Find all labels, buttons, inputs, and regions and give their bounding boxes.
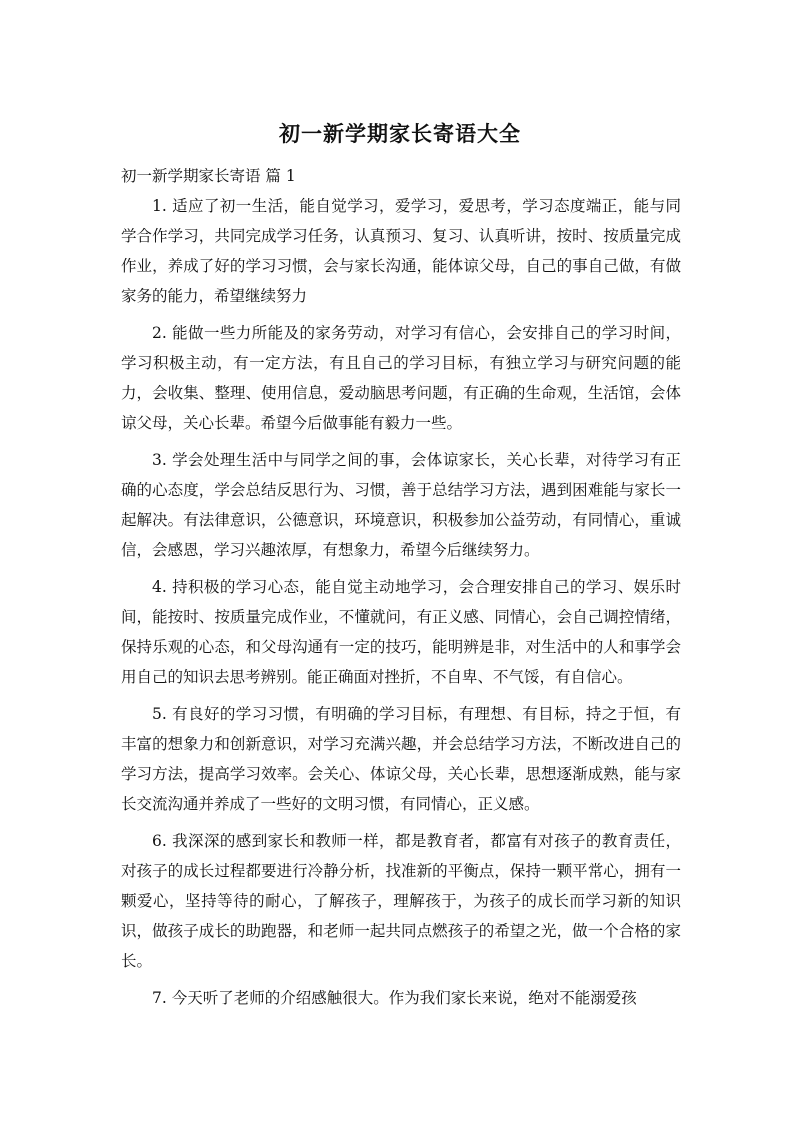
paragraph-2: 2. 能做一些力所能及的家务劳动，对学习有信心，会安排自己的学习时间，学习积极主动，有一定方法，有且自己的学习目标，有独立学习与研究问题的能力，会收集、整理、使用信息，爱动脑思考问题，有正确的生命观，生活馆，会体谅父母，关心长辈。希望今后做事能有毅力一些。 xyxy=(121,324,681,432)
document-title: 初一新学期家长寄语大全 xyxy=(279,122,521,146)
section-heading: 初一新学期家长寄语 篇 1 xyxy=(121,167,296,185)
paragraph-4: 4. 持积极的学习心态，能自觉主动地学习，会合理安排自己的学习、娱乐时间，能按时、按质量完成作业，不懂就问，有正义感、同情心，会自己调控情绪，保持乐观的心态，和父母沟通有一定的技巧，能明辨是非，对生活中的人和事学会用自己的知识去思考辨别。能正确面对挫折，不自卑、不气馁，有自信心。 xyxy=(121,578,681,686)
paragraph-7: 7. 今天听了老师的介绍感触很大。作为我们家长来说，绝对不能溺爱孩 xyxy=(152,989,637,1007)
document-body xyxy=(121,161,681,1013)
paragraph-3: 3. 学会处理生活中与同学之间的事，会体谅家长，关心长辈，对待学习有正确的心态度，学会总结反思行为、习惯，善于总结学习方法，遇到困难能与家长一起解决。有法律意识，公德意识，环境意识，积极参加公益劳动，有同情心，重诚信，会感恩，学习兴趣浓厚，有想象力，希望今后继续努力。 xyxy=(121,451,681,559)
paragraph-5: 5. 有良好的学习习惯，有明确的学习目标，有理想、有目标，持之于恒，有丰富的想象力和创新意识，对学习充满兴趣，并会总结学习方法，不断改进自己的学习方法，提高学习效率。会关心、体谅父母，关心长辈，思想逐渐成熟，能与家长交流沟通并养成了一些好的文明习惯，有同情心，正义感。 xyxy=(121,705,681,813)
paragraph-1: 1. 适应了初一生活，能自觉学习，爱学习，爱思考，学习态度端正，能与同学合作学习，共同完成学习任务，认真预习、复习、认真听讲，按时、按质量完成作业，养成了好的学习习惯，会与家长沟通，能体谅父母，自己的事自己做，有做家务的能力，希望继续努力 xyxy=(121,197,681,305)
paragraph-6: 6. 我深深的感到家长和教师一样，都是教育者，都富有对孩子的教育责任，对孩子的成长过程都要进行冷静分析，找准新的平衡点，保持一颗平常心，拥有一颗爱心，坚持等待的耐心，了解孩子，理解孩于，为孩子的成长而学习新的知识识，做孩子成长的助跑器，和老师一起共同点燃孩子的希望之光，做一个合格的家长。 xyxy=(121,832,681,970)
